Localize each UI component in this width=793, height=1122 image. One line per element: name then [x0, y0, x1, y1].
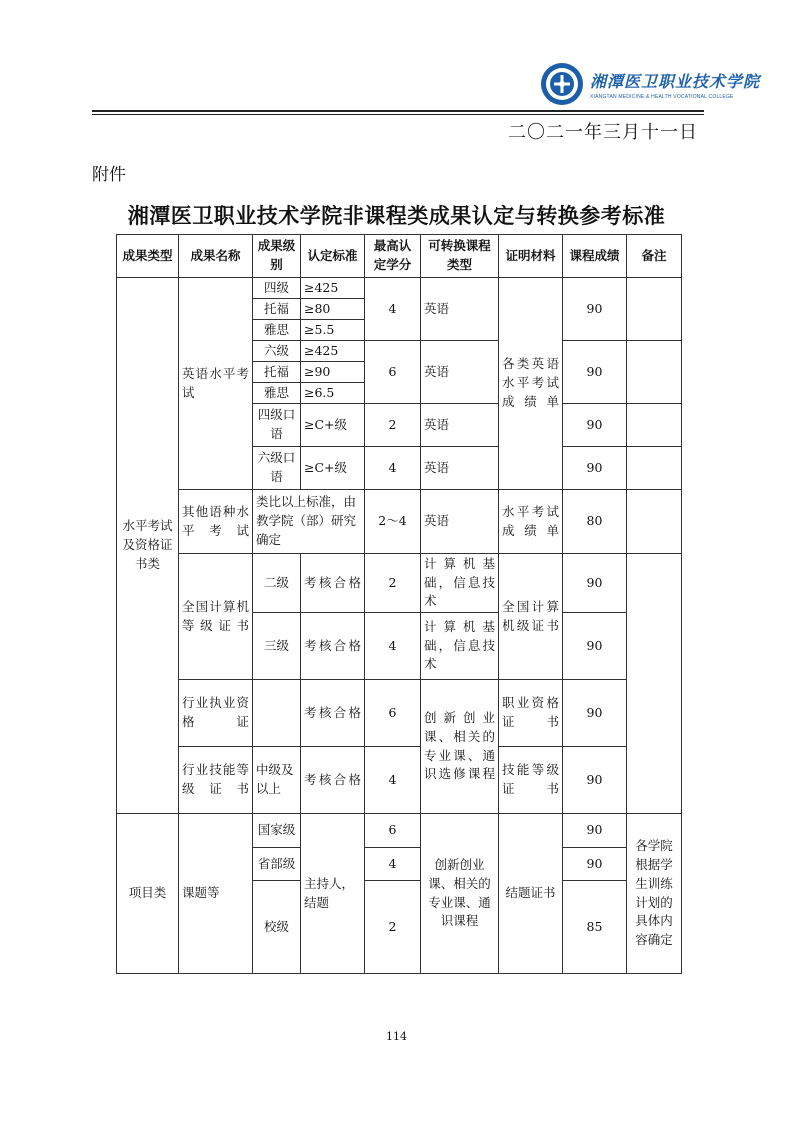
proof-cell: 结题证书	[499, 814, 563, 974]
header-cell: 课程成绩	[563, 235, 627, 278]
level-cell	[253, 680, 301, 747]
score-cell: 90	[563, 447, 627, 490]
score-cell: 90	[563, 747, 627, 814]
credit-cell: 4	[365, 447, 421, 490]
header-rule-thin	[92, 114, 704, 115]
standard-cell: ≥C+级	[301, 404, 365, 447]
proof-cell: 全国计算机级证书	[499, 554, 563, 680]
category-text: 水平考试及资格证书类	[122, 518, 173, 571]
credit-cell: 6	[365, 341, 421, 404]
level-cell: 六级口语	[253, 447, 301, 490]
note-cell	[627, 680, 682, 814]
table-row	[117, 554, 682, 613]
credit-cell: 4	[365, 278, 421, 341]
standard-cell: 考核合格	[301, 613, 365, 680]
proof-cell	[499, 278, 563, 490]
credit-cell: 2	[365, 404, 421, 447]
score-cell: 90	[563, 848, 627, 881]
course-cell: 英语	[421, 341, 499, 404]
attachment-label: 附件	[92, 165, 126, 185]
credit-cell: 4	[365, 747, 421, 814]
note-cell	[627, 554, 682, 680]
header-cell: 备注	[627, 235, 682, 278]
course-cell: 英语	[421, 490, 499, 554]
score-cell: 90	[563, 554, 627, 613]
table-row	[117, 814, 682, 848]
name-cell: 行业技能等级证书	[179, 747, 253, 814]
score-cell: 90	[563, 613, 627, 680]
standard-cell: ≥80	[301, 299, 365, 320]
standard-cell: 类比以上标准，由教学院（部）研究确定	[253, 490, 365, 554]
document-date: 二〇二一年三月十一日	[508, 122, 698, 143]
header-cell: 证明材料	[499, 235, 563, 278]
standard-cell: 考核合格	[301, 680, 365, 747]
note-cell	[627, 490, 682, 554]
header-cell: 成果类型	[117, 235, 179, 278]
table-header-row	[117, 235, 682, 278]
proof-cell: 技能等级证书	[499, 747, 563, 814]
note-cell	[627, 404, 682, 447]
score-cell: 90	[563, 341, 627, 404]
proof-cell: 水平考试成绩单	[499, 490, 563, 554]
standard-cell: 考核合格	[301, 747, 365, 814]
standard-cell: ≥5.5	[301, 320, 365, 341]
credit-cell: 6	[365, 814, 421, 848]
logo-subtitle: XIANGTAN MEDICINE & HEALTH VOCATIONAL COLLEGE	[590, 93, 734, 100]
level-cell: 托福	[253, 362, 301, 383]
level-cell: 六级	[253, 341, 301, 362]
category-cell	[117, 278, 179, 814]
credit-cell: 2	[365, 554, 421, 613]
proof-cell: 职业资格证书	[499, 680, 563, 747]
table-row	[117, 747, 682, 814]
credit-cell: 6	[365, 680, 421, 747]
table-row	[117, 490, 682, 554]
standard-cell: ≥C+级	[301, 447, 365, 490]
header-cell: 成果名称	[179, 235, 253, 278]
note-cell	[627, 447, 682, 490]
header-cell: 最高认定学分	[365, 235, 421, 278]
level-cell: 三级	[253, 613, 301, 680]
level-cell: 四级口语	[253, 404, 301, 447]
level-cell: 校级	[253, 881, 301, 974]
name-cell: 全国计算机等级证书	[179, 554, 253, 680]
standard-cell: 主持人，结题	[301, 814, 365, 974]
table-row	[117, 680, 682, 747]
score-cell: 80	[563, 490, 627, 554]
header-rule-thick	[92, 110, 704, 112]
note-cell	[627, 341, 682, 404]
name-cell: 行业执业资格证	[179, 680, 253, 747]
college-emblem-icon	[540, 62, 584, 106]
credit-cell: 2～4	[365, 490, 421, 554]
note-cell: 各学院根据学生训练计划的具体内容确定	[627, 814, 682, 974]
english-name-text: 英语水平考试	[182, 365, 249, 400]
header-cell: 成果级别	[253, 235, 301, 278]
standard-cell: 考核合格	[301, 554, 365, 613]
name-cell: 其他语种水平考试	[179, 490, 253, 554]
category-cell: 项目类	[117, 814, 179, 974]
credit-cell: 2	[365, 881, 421, 974]
proof-text: 各类英语水平考试成绩单	[502, 356, 559, 409]
standard-cell: ≥425	[301, 341, 365, 362]
course-cell	[421, 680, 499, 814]
credit-cell: 4	[365, 613, 421, 680]
level-cell: 雅思	[253, 383, 301, 404]
standard-cell: ≥90	[301, 362, 365, 383]
course-cell: 英语	[421, 447, 499, 490]
course-cell: 英语	[421, 278, 499, 341]
level-cell: 雅思	[253, 320, 301, 341]
level-cell: 中级及以上	[253, 747, 301, 814]
course-cell: 计算机基础，信息技术	[421, 613, 499, 680]
credit-cell: 4	[365, 848, 421, 881]
level-cell: 二级	[253, 554, 301, 613]
course-cell: 英语	[421, 404, 499, 447]
english-name-cell	[179, 278, 253, 490]
score-cell: 90	[563, 814, 627, 848]
standard-cell: ≥425	[301, 278, 365, 299]
score-cell: 85	[563, 881, 627, 974]
page-title: 湘潭医卫职业技术学院非课程类成果认定与转换参考标准	[127, 204, 666, 228]
page-number: 114	[386, 1030, 407, 1043]
level-cell: 国家级	[253, 814, 301, 848]
header-cell: 可转换课程类型	[421, 235, 499, 278]
course-cell: 创新创业课、相关的专业课、通识课程	[421, 814, 499, 974]
standard-cell: ≥6.5	[301, 383, 365, 404]
level-cell: 省部级	[253, 848, 301, 881]
level-cell: 托福	[253, 299, 301, 320]
score-cell: 90	[563, 278, 627, 341]
table-row	[117, 278, 682, 299]
logo-name: 湘潭医卫职业技术学院	[590, 71, 761, 91]
course-cell: 计算机基础，信息技术	[421, 554, 499, 613]
header-cell: 认定标准	[301, 235, 365, 278]
standards-table	[116, 234, 682, 974]
note-cell	[627, 278, 682, 341]
college-logo	[540, 62, 760, 106]
course-text: 创新创业课、相关的专业课、通识选修课程	[424, 710, 495, 782]
score-cell: 90	[563, 680, 627, 747]
level-cell: 四级	[253, 278, 301, 299]
name-cell: 课题等	[179, 814, 253, 974]
score-cell: 90	[563, 404, 627, 447]
